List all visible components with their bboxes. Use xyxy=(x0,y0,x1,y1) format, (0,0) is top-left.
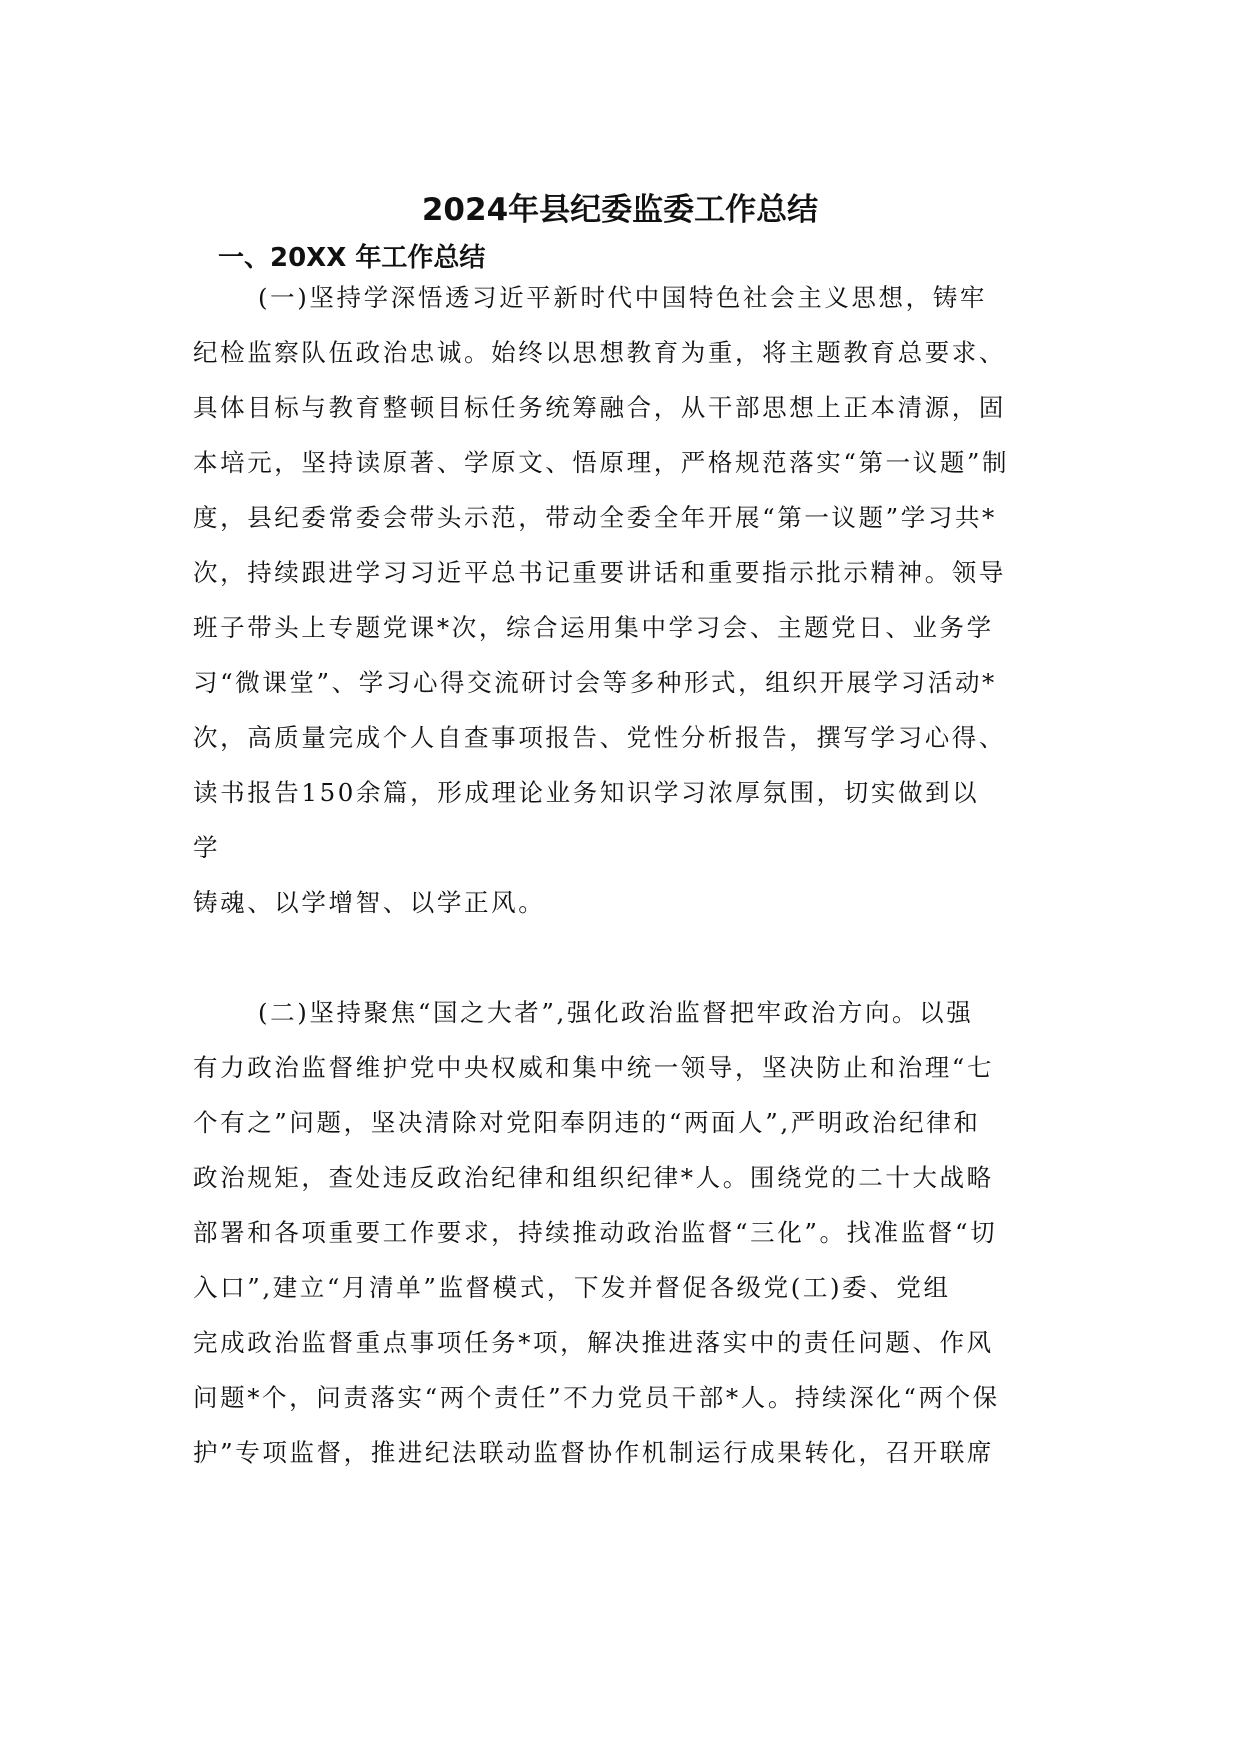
paragraph-line: 学 xyxy=(193,833,221,862)
paragraph-line: 纪检监察队伍政治忠诚。始终以思想教育为重，将主题教育总要求、 xyxy=(193,338,1006,367)
paragraph-line: 有力政治监督维护党中央权威和集中统一领导，坚决防止和治理“七 xyxy=(193,1053,995,1082)
paragraph-line: 度，县纪委常委会带头示范，带动全委全年开展“第一议题”学习共* xyxy=(193,503,997,532)
paragraph-line: 读书报告150余篇，形成理论业务知识学习浓厚氛围，切实做到以 xyxy=(193,778,980,807)
paragraph-line: 次，持续跟进学习习近平总书记重要讲话和重要指示批示精神。领导 xyxy=(193,558,1006,587)
paragraph-line: 护”专项监督，推进纪法联动监督协作机制运行成果转化，召开联席 xyxy=(193,1438,995,1467)
paragraph-line: 入口”,建立“月清单”监督模式，下发并督促各级党(工)委、党组 xyxy=(193,1273,951,1302)
paragraph-gap xyxy=(193,930,1053,985)
paragraph-2 xyxy=(193,985,1053,1480)
document-body xyxy=(193,270,1053,1480)
paragraph-line: 部署和各项重要工作要求，持续推动政治监督“三化”。找准监督“切 xyxy=(193,1218,998,1247)
paragraph-line: 个有之”问题，坚决清除对党阳奉阴违的“两面人”,严明政治纪律和 xyxy=(193,1108,981,1137)
paragraph-line: 铸魂、以学增智、以学正风。 xyxy=(193,888,546,917)
paragraph-line: 问题*个，问责落实“两个责任”不力党员干部*人。持续深化“两个保 xyxy=(193,1383,1000,1412)
paragraph-line: 政治规矩，查处违反政治纪律和组织纪律*人。围绕党的二十大战略 xyxy=(193,1163,994,1192)
paragraph-line: 完成政治监督重点事项任务*项，解决推进落实中的责任问题、作风 xyxy=(193,1328,994,1357)
paragraph-line: (二)坚持聚焦“国之大者”,强化政治监督把牢政治方向。以强 xyxy=(258,998,974,1027)
paragraph-1 xyxy=(193,270,1053,930)
section-heading: 一、20XX 年工作总结 xyxy=(218,243,486,273)
paragraph-line: 班子带头上专题党课*次，综合运用集中学习会、主题党日、业务学 xyxy=(193,613,994,642)
paragraph-line: 次，高质量完成个人自查事项报告、党性分析报告，撰写学习心得、 xyxy=(193,723,1006,752)
paragraph-line: 本培元，坚持读原著、学原文、悟原理，严格规范落实“第一议题”制 xyxy=(193,448,1010,477)
paragraph-line: 具体目标与教育整顿目标任务统筹融合，从干部思想上正本清源，固 xyxy=(193,393,1006,422)
paragraph-line: (一)坚持学深悟透习近平新时代中国特色社会主义思想，铸牢 xyxy=(258,283,987,312)
document-title: 2024年县纪委监委工作总结 xyxy=(421,192,819,228)
paragraph-line: 习“微课堂”、学习心得交流研讨会等多种形式，组织开展学习活动* xyxy=(193,668,997,697)
